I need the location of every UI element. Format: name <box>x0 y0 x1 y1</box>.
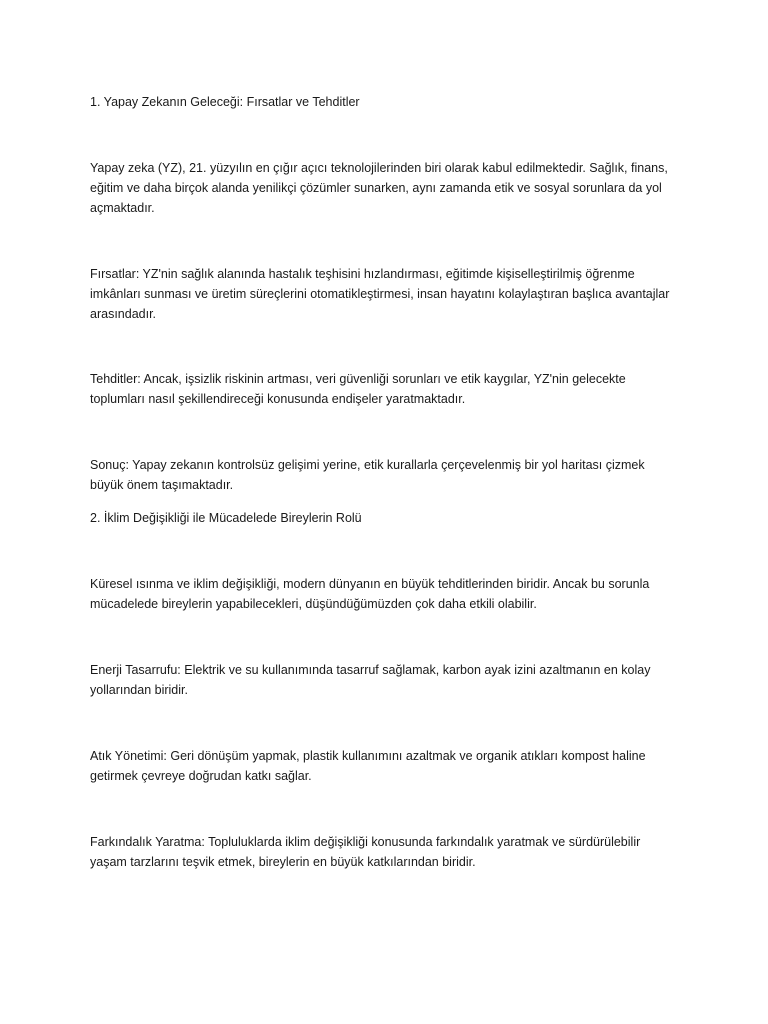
text-line: yaşam tarzlarını teşvik etmek, bireylerin en büyük katkılarından biridir. <box>90 855 476 869</box>
section-2-heading-text: 2. İklim Değişikliği ile Mücadelede Bireylerin Rolü <box>90 511 362 525</box>
opportunities-paragraph <box>90 264 690 324</box>
text-line: büyük önem taşımaktadır. <box>90 478 234 492</box>
text-line: Atık Yönetimi: Geri dönüşüm yapmak, plastik kullanımını azaltmak ve organik atıkları kompost haline <box>90 749 646 763</box>
text-line: arasındadır. <box>90 307 157 321</box>
energy-saving-paragraph <box>90 660 690 700</box>
text-line: Küresel ısınma ve iklim değişikliği, modern dünyanın en büyük tehditlerinden biridir. Ancak bu sorunla <box>90 577 650 591</box>
section-1-intro-paragraph <box>90 158 690 218</box>
text-line: Farkındalık Yaratma: Topluluklarda iklim değişikliği konusunda farkındalık yaratmak ve sürdürülebilir <box>90 835 641 849</box>
text-line: getirmek çevreye doğrudan katkı sağlar. <box>90 769 312 783</box>
text-line: yollarından biridir. <box>90 683 188 697</box>
text-line: Tehditler: Ancak, işsizlik riskinin artması, veri güvenliği sorunları ve etik kaygılar, YZ'nin gelecekte <box>90 372 626 386</box>
section-2-intro-paragraph <box>90 574 690 614</box>
text-line: imkânları sunması ve üretim süreçlerini otomatikleştirmesi, insan hayatını kolaylaştıran başlıca avantajlar <box>90 287 670 301</box>
section-2-heading <box>90 508 690 528</box>
awareness-paragraph <box>90 832 690 872</box>
threats-paragraph <box>90 369 690 409</box>
text-line: eğitim ve daha birçok alanda yenilikçi çözümler sunarken, aynı zamanda etik ve sosyal sorunlara da yol <box>90 181 662 195</box>
section-1-heading <box>90 92 690 112</box>
text-line: Fırsatlar: YZ'nin sağlık alanında hastalık teşhisini hızlandırması, eğitimde kişiselleştirilmiş öğrenme <box>90 267 635 281</box>
waste-management-paragraph <box>90 746 690 786</box>
text-line: Sonuç: Yapay zekanın kontrolsüz gelişimi yerine, etik kurallarla çerçevelenmiş bir yol haritası çizmek <box>90 458 645 472</box>
text-line: toplumları nasıl şekillendireceği konusunda endişeler yaratmaktadır. <box>90 392 466 406</box>
text-line: açmaktadır. <box>90 201 155 215</box>
text-line: Yapay zeka (YZ), 21. yüzyılın en çığır açıcı teknolojilerinden biri olarak kabul edilmektedir. Sağlık, finans, <box>90 161 668 175</box>
text-line: mücadelede bireylerin yapabilecekleri, düşündüğümüzden çok daha etkili olabilir. <box>90 597 537 611</box>
conclusion-paragraph <box>90 455 690 495</box>
section-1-heading-text: 1. Yapay Zekanın Geleceği: Fırsatlar ve Tehditler <box>90 95 360 109</box>
text-line: Enerji Tasarrufu: Elektrik ve su kullanımında tasarruf sağlamak, karbon ayak izini azaltmanın en kolay <box>90 663 651 677</box>
